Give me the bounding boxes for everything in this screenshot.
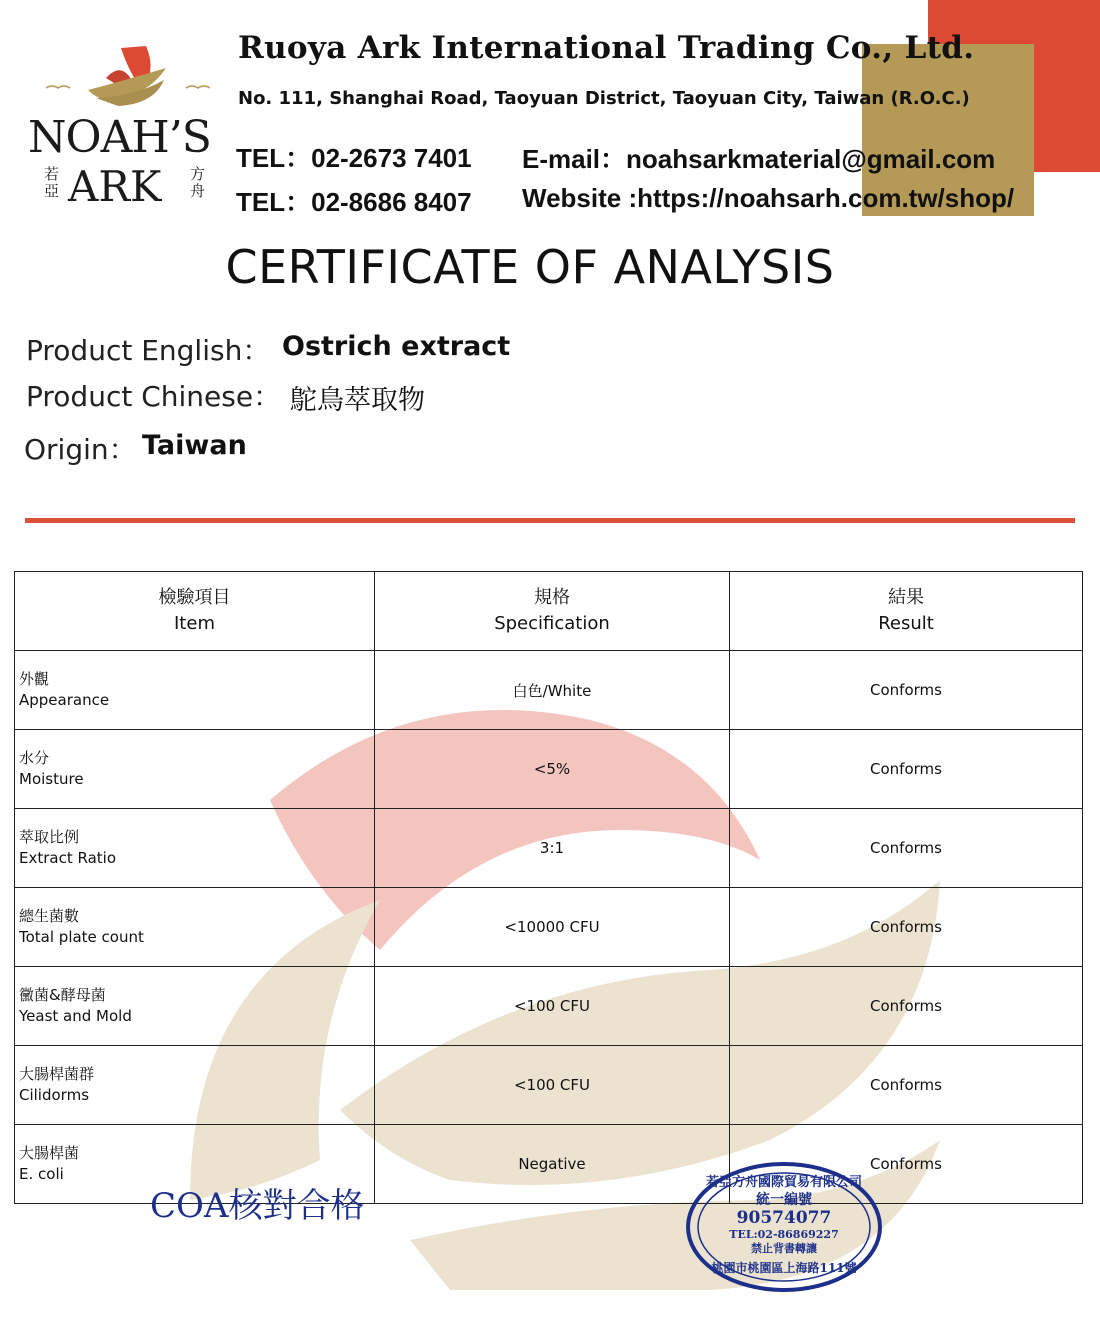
email-address: E-mail：noahsarkmaterial@gmail.com <box>522 144 996 174</box>
result-cell: Conforms <box>730 809 1083 888</box>
seal-company-name: 若亞方舟國際貿易有限公司 <box>705 1175 863 1190</box>
table-row <box>15 1046 1083 1125</box>
item-cell <box>15 967 375 1046</box>
header-result <box>730 572 1083 651</box>
table-row <box>15 651 1083 730</box>
logo-cjk-right: 方舟 <box>190 165 206 200</box>
result-cell: Conforms <box>730 1046 1083 1125</box>
item-en: E. coli <box>19 1165 64 1183</box>
spec-cell: <100 CFU <box>375 1046 730 1125</box>
result-cell: Conforms <box>730 1125 1083 1204</box>
item-en: Yeast and Mold <box>19 1007 132 1025</box>
item-zh: 萃取比例 <box>19 828 80 846</box>
header-spec-en: Specification <box>494 613 610 634</box>
logo-cjk-left: 若亞 <box>44 165 60 200</box>
origin-label: Origin： <box>24 433 137 466</box>
header-item <box>15 572 375 651</box>
analysis-table <box>14 571 1083 1204</box>
product-english-label: Product English： <box>26 334 271 367</box>
logo-ark-text: ARK <box>68 162 162 211</box>
telephone-2: TEL：02-8686 8407 <box>236 187 472 217</box>
item-zh: 外觀 <box>19 670 50 688</box>
item-en: Appearance <box>19 691 110 709</box>
seal-note: 禁止背書轉讓 <box>751 1242 817 1255</box>
result-cell: Conforms <box>730 967 1083 1046</box>
table-row <box>15 888 1083 967</box>
item-zh: 大腸桿菌群 <box>19 1065 95 1083</box>
spec-cell: <10000 CFU <box>375 888 730 967</box>
seal-tax-label: 統一編號 <box>756 1192 812 1208</box>
result-cell: Conforms <box>730 651 1083 730</box>
spec-cell: 3:1 <box>375 809 730 888</box>
header-specification <box>375 572 730 651</box>
ship-logo-icon <box>26 38 226 108</box>
spec-cell: 白色/White <box>375 651 730 730</box>
item-cell <box>15 730 375 809</box>
spec-cell: <100 CFU <box>375 967 730 1046</box>
item-en: Total plate count <box>19 928 144 946</box>
coa-approved-stamp: COA核對合格 <box>150 1186 365 1226</box>
item-en: Extract Ratio <box>19 849 117 867</box>
item-en: Cilidorms <box>19 1086 90 1104</box>
item-cell <box>15 809 375 888</box>
table-row <box>15 967 1083 1046</box>
telephone-1: TEL：02-2673 7401 <box>236 143 472 173</box>
result-cell: Conforms <box>730 888 1083 967</box>
website-url: Website :https://noahsarh.com.tw/shop/ <box>522 183 1015 213</box>
table-header-row <box>15 572 1083 651</box>
spec-cell: Negative <box>375 1125 730 1204</box>
header-result-zh: 結果 <box>888 587 924 608</box>
item-cell <box>15 1046 375 1125</box>
company-name: Ruoya Ark International Trading Co., Ltd. <box>238 30 975 66</box>
product-chinese-label: Product Chinese： <box>26 380 282 413</box>
table-row <box>15 809 1083 888</box>
item-zh: 黴菌&酵母菌 <box>19 986 106 1004</box>
header-item-en: Item <box>174 613 215 634</box>
seal-tax-number: 90574077 <box>736 1208 832 1228</box>
company-seal-icon <box>684 1160 884 1295</box>
item-zh: 總生菌數 <box>19 907 80 925</box>
company-address: No. 111, Shanghai Road, Taoyuan District, Taoyuan City, Taiwan (R.O.C.) <box>238 88 970 109</box>
item-cell <box>15 651 375 730</box>
header-spec-zh: 規格 <box>534 587 570 608</box>
product-english-value: Ostrich extract <box>282 331 511 362</box>
origin-value: Taiwan <box>142 430 247 461</box>
result-cell: Conforms <box>730 730 1083 809</box>
header-item-zh: 檢驗項目 <box>158 587 231 608</box>
seal-address: 桃園市桃園區上海路111號 <box>711 1261 857 1275</box>
spec-cell: <5% <box>375 730 730 809</box>
item-zh: 水分 <box>19 749 50 767</box>
item-en: Moisture <box>19 770 84 788</box>
header-result-en: Result <box>878 613 934 634</box>
divider-line <box>25 518 1075 523</box>
item-zh: 大腸桿菌 <box>19 1144 80 1162</box>
document-title: CERTIFICATE OF ANALYSIS <box>225 240 835 294</box>
table-row <box>15 730 1083 809</box>
item-cell <box>15 888 375 967</box>
product-chinese-value: 鴕鳥萃取物 <box>290 385 425 416</box>
logo-noahs-text: NOAH’S <box>28 112 211 163</box>
company-logo <box>26 38 226 218</box>
seal-telephone: TEL:02-86869227 <box>729 1228 839 1241</box>
